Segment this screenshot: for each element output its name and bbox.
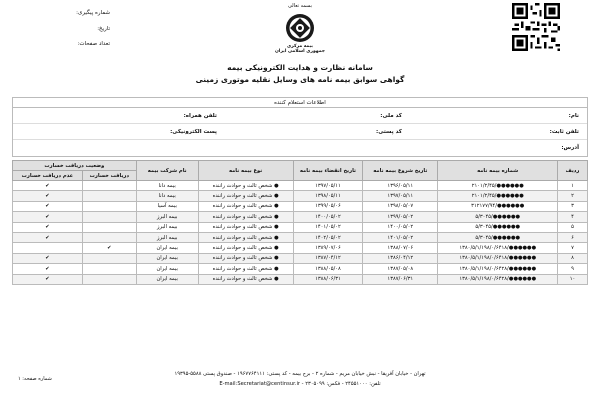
cell-claim-received: ✔ — [82, 243, 136, 253]
address-label: آدرس: — [561, 145, 579, 151]
cell-row-number: ۸ — [558, 253, 588, 263]
cell-end-date: ۱۴۰۱/۰۵/۰۲ — [293, 222, 363, 232]
table-row — [13, 274, 588, 284]
page-count-label: تعداد صفحات: — [77, 41, 110, 47]
cell-end-date: ۱۳۸۸/۰۵/۰۸ — [293, 264, 363, 274]
cell-policy-type: ● شخص ثالث و حوادث راننده — [198, 243, 293, 253]
page-number-value: ۱ — [18, 376, 21, 382]
cell-row-number: ۲ — [558, 191, 588, 201]
table-row — [13, 201, 588, 211]
table-row — [13, 181, 588, 191]
table-row — [13, 264, 588, 274]
cell-policy-type: ● شخص ثالث و حوادث راننده — [198, 191, 293, 201]
cell-policy-number: ۱۳۸۰/۵/۱/۱۹۸/۰/۶۴۱۸/●●●●●● — [438, 253, 558, 263]
page-number-label: شماره صفحه: — [22, 376, 52, 382]
cell-company: بیمه البرز — [136, 212, 198, 222]
cell-policy-type: ● شخص ثالث و حوادث راننده — [198, 253, 293, 263]
cell-claim-received — [82, 232, 136, 242]
landline-label: تلفن ثابت: — [549, 129, 579, 135]
cell-start-date: ۱۴۰۰/۰۵/۰۲ — [363, 222, 438, 232]
cell-policy-type: ● شخص ثالث و حوادث راننده — [198, 181, 293, 191]
cell-end-date: ۱۳۸۹/۰۷/۰۶ — [293, 243, 363, 253]
cell-no-claim: ✔ — [13, 191, 83, 201]
cell-policy-number: ۵/۳۰۴۵/●●●●●● — [438, 232, 558, 242]
tracking-number-label: شماره پیگیری: — [76, 10, 110, 16]
cell-claim-received — [82, 212, 136, 222]
cell-end-date: ۱۴۰۲/۰۵/۰۲ — [293, 232, 363, 242]
cell-row-number: ۶ — [558, 232, 588, 242]
cell-row-number: ۱ — [558, 181, 588, 191]
cell-policy-type: ● شخص ثالث و حوادث راننده — [198, 212, 293, 222]
cell-policy-type: ● شخص ثالث و حوادث راننده — [198, 232, 293, 242]
cell-end-date: ۱۴۰۰/۰۵/۰۲ — [293, 212, 363, 222]
cell-no-claim: ✔ — [13, 212, 83, 222]
cell-no-claim: ✔ — [13, 201, 83, 211]
cell-end-date: ۱۳۸۸/۰۶/۳۱ — [293, 274, 363, 284]
cell-row-number: ۷ — [558, 243, 588, 253]
col-company: نام شرکت بیمه — [136, 161, 198, 181]
col-start-date: تاریخ شروع بیمه نامه — [363, 161, 438, 181]
email-label: پست الکترونیکی: — [170, 129, 217, 135]
cell-end-date: ۱۳۹۸/۰۵/۱۱ — [293, 191, 363, 201]
logo-line-1: بیمه مرکزی — [287, 44, 313, 49]
cell-policy-number: ۵/۳۰۴۵/●●●●●● — [438, 222, 558, 232]
cell-claim-received — [82, 274, 136, 284]
logo-line-2: جمهوری اسلامی ایران — [274, 48, 326, 54]
cell-policy-number: ۱۳۸۰/۵/۱/۱۹۸/۰/۶۴۱۸/●●●●●● — [438, 243, 558, 253]
cell-policy-number: ۲۱۰۱/۲/۴۵/●●●●●● — [438, 191, 558, 201]
info-row-3 — [13, 140, 587, 156]
cell-claim-received — [82, 253, 136, 263]
inquirer-info-box — [12, 97, 588, 157]
cell-company: بیمه ایران — [136, 274, 198, 284]
cell-start-date: ۱۳۸۷/۰۵/۰۸ — [363, 264, 438, 274]
national-code-label: کد ملی: — [380, 113, 402, 119]
col-no-claim: عدم دریافت خسارت — [13, 171, 83, 181]
cell-company: بیمه البرز — [136, 232, 198, 242]
basmala: بسمه تعالی — [287, 3, 313, 9]
cell-policy-number: ۱۳۸۰/۵/۱/۱۹۸/۰/۶۴۲۸/●●●●●● — [438, 264, 558, 274]
policy-history-table — [12, 160, 588, 285]
cell-claim-received — [82, 222, 136, 232]
info-row-2 — [13, 124, 587, 140]
cell-start-date: ۱۳۹۷/۰۵/۱۱ — [363, 191, 438, 201]
col-policy-number: شماره بیمه نامه — [438, 161, 558, 181]
cell-no-claim: ✔ — [13, 264, 83, 274]
system-title: سامانه نظارت و هدایت الکترونیکی بیمه — [227, 63, 373, 72]
cell-policy-type: ● شخص ثالث و حوادث راننده — [198, 264, 293, 274]
col-claim-received: دریافت خسارت — [82, 171, 136, 181]
cell-row-number: ۱۰ — [558, 274, 588, 284]
cell-claim-received — [82, 201, 136, 211]
footer-address: تهران - خیابان آفریقا - نبش خیابان مریم - شماره ۲ - برج بیمه - کد پستی: ۱۹۶۷۷۶۴۱۱۱ - صندوق پستی ۵۵۸۸-۱۹۳۹۵ — [174, 371, 426, 377]
cell-row-number: ۴ — [558, 212, 588, 222]
cell-policy-type: ● شخص ثالث و حوادث راننده — [198, 201, 293, 211]
name-label: نام: — [568, 113, 579, 119]
cell-end-date: ۱۳۸۷/۰۴/۱۲ — [293, 253, 363, 263]
cell-no-claim: ✔ — [13, 232, 83, 242]
info-row-1 — [13, 108, 587, 124]
table-row — [13, 222, 588, 232]
col-claim-status-group: وضعیت دریافت خسارت — [13, 161, 137, 171]
cell-policy-number: ۵/۳۰۴۵/●●●●●● — [438, 212, 558, 222]
certificate-title: گواهی سوابق بیمه نامه های وسایل نقلیه موتوری زمینی — [195, 75, 405, 84]
page-number — [18, 376, 52, 382]
cell-policy-number: ۱۳۸۰/۵/۱/۱۹۸/۰/۶۴۲۸/●●●●●● — [438, 274, 558, 284]
cell-company: بیمه ایران — [136, 243, 198, 253]
cell-company: بیمه ایران — [136, 253, 198, 263]
cell-row-number: ۹ — [558, 264, 588, 274]
col-row: ردیف — [558, 161, 588, 181]
inquirer-heading: اطلاعات استعلام کننده — [13, 98, 587, 108]
cell-start-date: ۱۳۸۶/۰۴/۱۲ — [363, 253, 438, 263]
postal-code-label: کد پستی: — [376, 129, 402, 135]
cell-company: بیمه ایران — [136, 264, 198, 274]
qr-code-icon — [512, 3, 560, 51]
cell-policy-number: ۳۱۲۱۷۷/۹۴/●●●●●● — [438, 201, 558, 211]
cell-claim-received — [82, 264, 136, 274]
table-row — [13, 212, 588, 222]
cell-policy-type: ● شخص ثالث و حوادث راننده — [198, 274, 293, 284]
cell-row-number: ۳ — [558, 201, 588, 211]
cell-policy-number: ۲۱۰۱/۲/۴۵/●●●●●● — [438, 181, 558, 191]
cell-end-date: ۱۳۹۹/۰۵/۰۶ — [293, 201, 363, 211]
cell-start-date: ۱۳۹۸/۰۵/۰۷ — [363, 201, 438, 211]
cell-no-claim: ✔ — [13, 274, 83, 284]
mobile-label: تلفن همراه: — [183, 113, 217, 119]
cell-policy-type: ● شخص ثالث و حوادث راننده — [198, 222, 293, 232]
col-end-date: تاریخ انقضاء بیمه نامه — [293, 161, 363, 181]
cell-no-claim — [13, 243, 83, 253]
cell-start-date: ۱۳۹۹/۰۵/۰۲ — [363, 212, 438, 222]
logo-caption — [262, 45, 338, 55]
cell-start-date: ۱۳۸۸/۰۷/۰۶ — [363, 243, 438, 253]
footer-contact: تلفن: ۲۴۵۵۱۰۰۰ - فکس: ۲۳۰۵۰۹۹ - E-mail:Secretariat@centinsur.ir — [219, 381, 381, 387]
cell-start-date: ۱۴۰۱/۰۵/۰۲ — [363, 232, 438, 242]
cell-company: بیمه دانا — [136, 181, 198, 191]
cell-start-date: ۱۳۹۶/۰۵/۱۱ — [363, 181, 438, 191]
cell-row-number: ۵ — [558, 222, 588, 232]
table-row — [13, 253, 588, 263]
date-label: تاریخ: — [97, 26, 110, 32]
cell-claim-received — [82, 181, 136, 191]
cell-end-date: ۱۳۹۷/۰۵/۱۱ — [293, 181, 363, 191]
table-row — [13, 191, 588, 201]
cell-claim-received — [82, 191, 136, 201]
cell-start-date: ۱۳۸۷/۰۶/۳۱ — [363, 274, 438, 284]
cell-company: بیمه دانا — [136, 191, 198, 201]
table-row — [13, 232, 588, 242]
cell-company: بیمه آسیا — [136, 201, 198, 211]
table-row — [13, 243, 588, 253]
cell-company: بیمه البرز — [136, 222, 198, 232]
col-policy-type: نوع بیمه نامه — [198, 161, 293, 181]
cell-no-claim: ✔ — [13, 181, 83, 191]
cell-no-claim: ✔ — [13, 222, 83, 232]
cell-no-claim: ✔ — [13, 253, 83, 263]
